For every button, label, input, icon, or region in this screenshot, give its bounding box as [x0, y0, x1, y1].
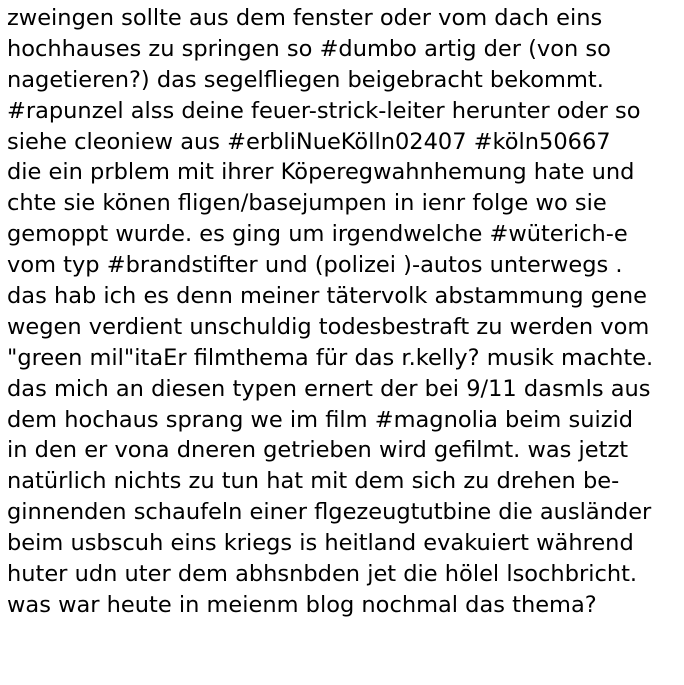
text-line-14: dem hochaus sprang we im film #magnolia beim suizid: [7, 406, 634, 433]
text-line-3: nagetieren?) das segelfliegen beigebracht bekommt.: [7, 66, 604, 93]
text-line-7: chte sie könen fligen/basejumpen in ienr folge wo sie: [7, 190, 607, 217]
text-line-4: #rapunzel alss deine feuer-strick-leiter herunter oder so: [7, 97, 641, 124]
text-line-6: die ein prblem mit ihrer Köperegwahnhemung hate und: [7, 159, 635, 186]
text-line-15: in den er vona dneren getrieben wird gefilmt. was jetzt: [7, 437, 629, 464]
text-line-16: natürlich nichts zu tun hat mit dem sich zu drehen be-: [7, 468, 620, 495]
text-line-20: was war heute in meienm blog nochmal das thema?: [7, 591, 597, 618]
text-line-9: vom typ #brandstifter und (polizei )-autos unterwegs .: [7, 252, 623, 279]
text-line-18: beim usbscuh eins kriegs is heitland evakuiert während: [7, 530, 634, 557]
text-line-5: siehe cleoniew aus #erbliNueKölln02407 #köln50667: [7, 128, 611, 155]
text-line-8: gemoppt wurde. es ging um irgendwelche #wüterich-e: [7, 221, 628, 248]
text-line-17: ginnenden schaufeln einer flgezeugtutbine die ausländer: [7, 499, 652, 526]
text-line-13: das mich an diesen typen ernert der bei 9/11 dasmls aus: [7, 375, 651, 402]
text-line-19: huter udn uter dem abhsnbden jet die hölel lsochbricht.: [7, 561, 638, 588]
text-line-11: wegen verdient unschuldig todesbestraft zu werden vom: [7, 313, 650, 340]
text-line-2: hochhauses zu springen so #dumbo artig der (von so: [7, 35, 611, 62]
text-line-12: "green mil"itaEr filmthema für das r.kelly? musik machte.: [7, 344, 654, 371]
text-line-1: zweingen sollte aus dem fenster oder vom dach eins: [7, 5, 603, 31]
text-line-10: das hab ich es denn meiner tätervolk abstammung gene: [7, 283, 647, 310]
text-document: [7, 3, 683, 621]
